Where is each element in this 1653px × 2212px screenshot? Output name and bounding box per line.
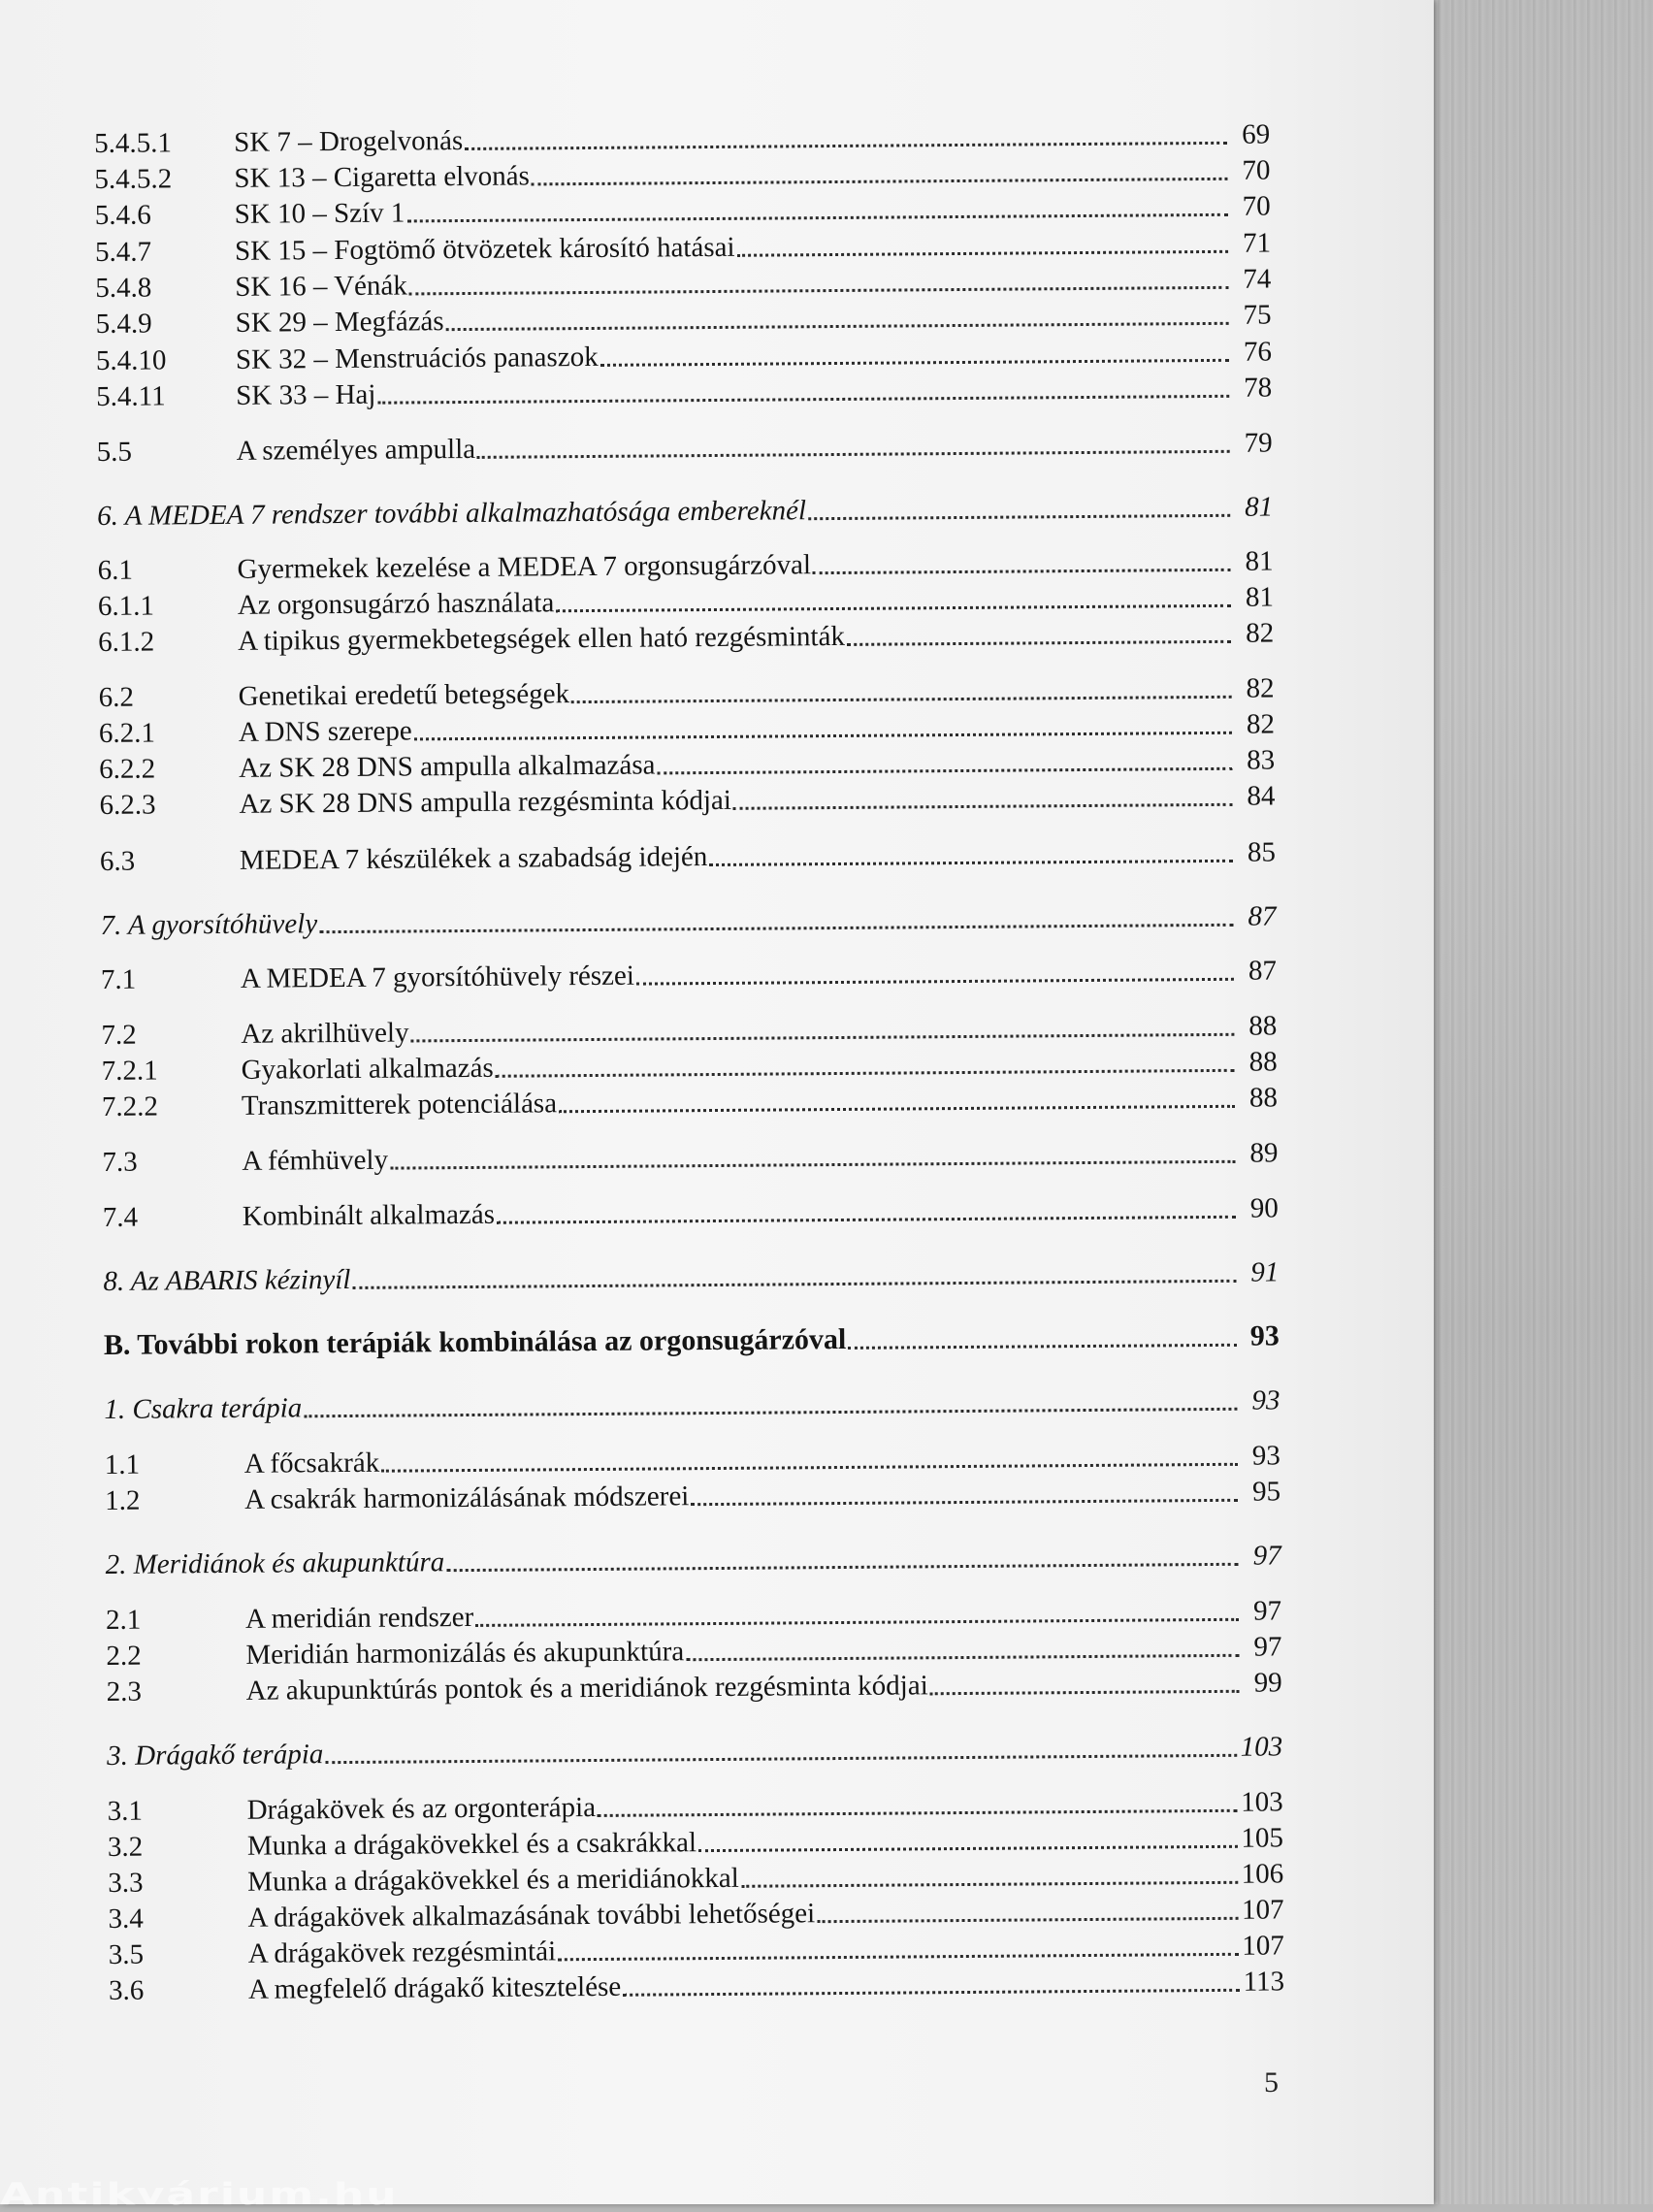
toc-entry-page: 88 [1248,1010,1278,1042]
toc-entry-title: SK 13 – Cigaretta elvonás [234,160,531,194]
toc-entry-number: 3.5 [108,1938,145,1970]
toc-entry-title: SK 33 – Haj [236,378,376,411]
dot-leader [930,1687,1240,1696]
toc-entry-title: A drágakövek alkalmazásának további lehetőségei [247,1898,816,1934]
toc-entry-page: 84 [1247,780,1276,812]
toc-entry-number: 2.3 [106,1675,143,1708]
wooden-background [1397,0,1653,2204]
dot-leader [409,283,1229,296]
toc-entry-title: Meridián harmonizálás és akupunktúra [245,1636,685,1671]
dot-leader [406,211,1227,223]
dot-leader [477,447,1230,459]
dot-leader [465,139,1227,150]
toc-entry-page: 76 [1243,336,1273,368]
toc-entry-number: 5.4.8 [95,272,152,304]
toc-entry [107,1661,1282,1709]
toc-entry [102,1076,1278,1124]
toc-entry-page: 97 [1252,1595,1282,1627]
toc-entry-page: 81 [1245,491,1274,523]
toc-entry-page: 107 [1242,1930,1284,1962]
toc-entry [98,611,1274,660]
toc-entry-number: 7.2 [101,1019,137,1051]
dot-leader [737,247,1229,257]
toc-entry [97,485,1273,534]
toc-entry-title: MEDEA 7 készülékek a szabadság idején [239,841,708,876]
toc-entry [104,1315,1280,1363]
dot-leader [598,1806,1237,1817]
dot-leader [709,857,1233,866]
toc-entry-title: A DNS szerepe [238,715,412,748]
toc-entry [104,1379,1280,1427]
table-of-contents [93,0,1285,2134]
toc-entry-title: 8. Az ABARIS kézinyíl [103,1263,351,1297]
toc-entry-page: 89 [1249,1137,1279,1169]
toc-entry-page: 81 [1245,581,1274,613]
dot-leader [556,602,1231,612]
toc-entry-title: A személyes ampulla [236,433,476,467]
toc-entry-title: A megfelelő drágakő kitesztelése [247,1970,622,2005]
toc-entry-page: 97 [1253,1631,1282,1663]
toc-entry-page: 88 [1248,1082,1279,1114]
dot-leader [532,175,1228,186]
dot-leader [686,1651,1239,1661]
toc-entry-title: 6. A MEDEA 7 rendszer további alkalmazhatósága embereknél [97,495,807,532]
toc-entry [103,1187,1279,1235]
toc-entry-number: 3.6 [108,1974,145,2006]
dot-leader [558,1950,1238,1962]
dot-leader [733,800,1233,810]
dot-leader [496,1066,1235,1078]
toc-entry-page: 93 [1251,1440,1280,1472]
toc-entry-page: 97 [1252,1540,1281,1572]
toc-entry-title: Transzmitterek potenciálása [241,1088,558,1122]
toc-entry-number: 7.2.2 [101,1090,159,1122]
toc-entry [109,1960,1284,2008]
dot-leader [813,566,1231,574]
toc-entry-title: 3. Drágakő terápia [107,1739,324,1772]
toc-entry-page: 70 [1242,154,1271,186]
toc-entry-title: SK 29 – Megfázás [235,306,444,339]
page-number: 5 [1264,2066,1279,2098]
dot-leader [848,1341,1237,1350]
toc-entry-page: 82 [1246,708,1276,740]
toc-entry-number: 6.1 [97,554,133,586]
toc-entry-title: Az SK 28 DNS ampulla rezgésminta kódjai [239,784,732,820]
dot-leader [691,1496,1238,1506]
dot-leader [304,1405,1237,1418]
toc-entry-page: 71 [1242,227,1272,259]
toc-entry-title: SK 10 – Szív 1 [234,197,405,230]
toc-entry-number: 1.1 [104,1448,141,1480]
toc-entry-title: 7. A gyorsítóhüvely [100,908,318,941]
dot-leader [319,921,1233,933]
toc-entry-page: 91 [1250,1256,1280,1288]
toc-entry-page: 95 [1251,1476,1281,1508]
toc-entry-title: SK 16 – Vénák [235,270,407,303]
dot-leader [808,511,1230,520]
toc-entry-number: 6.3 [99,845,136,877]
toc-entry-title: Drágakövek és az orgonterápia [246,1791,597,1826]
toc-entry-page: 70 [1242,190,1271,222]
toc-entry-page: 105 [1241,1822,1284,1854]
toc-entry-number: 5.4.6 [94,199,151,231]
dot-leader [352,1277,1236,1289]
toc-entry-number: 1.2 [105,1484,141,1516]
toc-entry-page: 83 [1247,744,1276,776]
toc-entry-page: 78 [1244,372,1273,404]
toc-entry-number: 7.1 [100,963,137,995]
toc-entry-page: 107 [1241,1894,1284,1926]
toc-entry-page: 93 [1251,1384,1280,1416]
toc-entry-title: A drágakövek rezgésmintái [247,1936,557,1969]
toc-entry-title: A csakrák harmonizálásának módszerei [244,1480,690,1515]
toc-entry-title: A tipikus gyermekbetegségek ellen ható rezgésminták [238,620,846,657]
toc-entry-page: 103 [1240,1731,1283,1763]
toc-entry-number: 6.2.3 [99,789,156,821]
toc-entry-title: A fémhüvely [242,1144,389,1177]
dot-leader [559,1102,1235,1113]
watermark: Antikvárium.hu [0,2177,399,2212]
toc-entry-page: 81 [1245,545,1274,577]
toc-entry [100,830,1276,879]
dot-leader [571,693,1232,703]
toc-entry-number: 5.5 [96,436,133,468]
toc-entry-title: 2. Meridiánok és akupunktúra [105,1546,445,1580]
toc-entry-number: 5.4.9 [95,308,152,340]
dot-leader [325,1751,1236,1764]
toc-entry-page: 87 [1248,955,1278,987]
toc-entry-number: 5.4.5.1 [94,127,173,159]
toc-entry-number: 6.2 [98,681,135,713]
dot-leader [390,1157,1235,1170]
toc-entry-number: 7.3 [102,1146,138,1178]
toc-entry-page: 113 [1243,1966,1285,1998]
toc-entry [96,421,1272,470]
toc-entry [102,1131,1278,1180]
toc-entry-page: 74 [1243,263,1272,295]
toc-entry-title: A főcsakrák [243,1447,380,1480]
toc-entry-page: 85 [1247,836,1277,868]
toc-entry-number: 7.4 [102,1201,139,1233]
toc-entry [107,1725,1282,1773]
toc-entry-number: 7.2.1 [101,1055,158,1087]
toc-entry [101,949,1277,997]
toc-entry [96,366,1272,414]
toc-entry-page: 87 [1248,900,1277,932]
dot-leader [847,637,1231,646]
toc-entry-page: 103 [1241,1786,1283,1818]
dot-leader [817,1914,1238,1923]
dot-leader [497,1213,1236,1224]
toc-entry-number: 3.4 [108,1903,144,1935]
toc-entry-page: 82 [1246,672,1275,704]
toc-entry-page: 99 [1253,1667,1282,1699]
toc-entry-title: Az akupunktúrás pontok és a meridiánok rezgésminta kódjai [245,1670,928,1707]
dot-leader [623,1986,1239,1997]
toc-entry-number: 5.4.7 [94,236,152,268]
dot-leader [377,392,1229,405]
toc-entry-page: 93 [1249,1319,1280,1352]
toc-entry [105,1534,1280,1582]
dot-leader [658,764,1233,775]
toc-entry-number: 6.2.1 [98,717,156,749]
toc-entry-title: SK 15 – Fogtömő ötvözetek károsító hatásai [234,231,735,267]
toc-entry-title: Az akrilhüvely [241,1017,409,1050]
toc-entry-number: 2.1 [105,1604,142,1636]
toc-entry-number: 3.1 [107,1795,144,1827]
toc-entry-number: 6.1.2 [98,626,155,658]
toc-entry-title: Munka a drágakövekkel és a csakrákkal [246,1827,697,1862]
toc-entry-title: B. További rokon terápiák kombinálása az orgonsugárzóval [103,1322,847,1361]
toc-entry-page: 88 [1248,1046,1278,1078]
toc-entry-number: 3.3 [108,1867,144,1899]
toc-entry-title: Genetikai eredetű betegségek [238,678,570,712]
dot-leader [600,356,1229,367]
toc-entry-title: Az orgonsugárzó használata [237,587,555,621]
toc-entry-title: SK 7 – Drogelvonás [234,125,464,158]
toc-entry-title: A MEDEA 7 gyorsítóhüvely részei [240,960,634,994]
toc-entry-page: 79 [1244,427,1273,459]
dot-leader [741,1878,1238,1888]
toc-entry-number: 6.1.1 [97,590,155,622]
toc-entry-title: 1. Csakra terápia [104,1392,303,1425]
dot-leader [446,319,1229,331]
toc-entry [99,774,1275,823]
toc-entry-number: 5.4.11 [96,380,166,412]
toc-entry-number: 5.4.10 [95,344,167,376]
toc-entry-title: SK 32 – Menstruációs panaszok [235,341,599,375]
toc-entry-number: 3.2 [107,1831,144,1863]
toc-entry-title: Gyakorlati alkalmazás [241,1052,494,1086]
toc-entry-page: 69 [1242,118,1271,150]
toc-entry-page: 75 [1243,299,1272,331]
toc-entry-page: 90 [1249,1192,1279,1224]
toc-entry [100,895,1276,943]
dot-leader [446,1560,1238,1572]
toc-entry-number: 5.4.5.2 [94,163,173,195]
dot-leader [414,729,1232,741]
toc-entry-page: 106 [1241,1858,1284,1890]
dot-leader [698,1842,1238,1852]
dot-leader [475,1615,1239,1627]
toc-entry-number: 6.2.2 [99,753,156,785]
toc-entry-page: 82 [1246,617,1275,649]
dot-leader [636,975,1234,986]
dot-leader [381,1460,1238,1473]
toc-entry [103,1251,1279,1299]
toc-entry-title: A meridián rendszer [244,1601,474,1635]
toc-entry [105,1470,1280,1518]
toc-entry-title: Kombinált alkalmazás [242,1198,496,1232]
toc-entry-title: Az SK 28 DNS ampulla alkalmazása [239,749,656,784]
toc-entry-title: Munka a drágakövekkel és a meridiánokkal [247,1862,739,1898]
dot-leader [411,1030,1235,1043]
toc-entry-title: Gyermekek kezelése a MEDEA 7 orgonsugárzóval [237,549,812,585]
toc-entry-number: 2.2 [106,1640,142,1672]
